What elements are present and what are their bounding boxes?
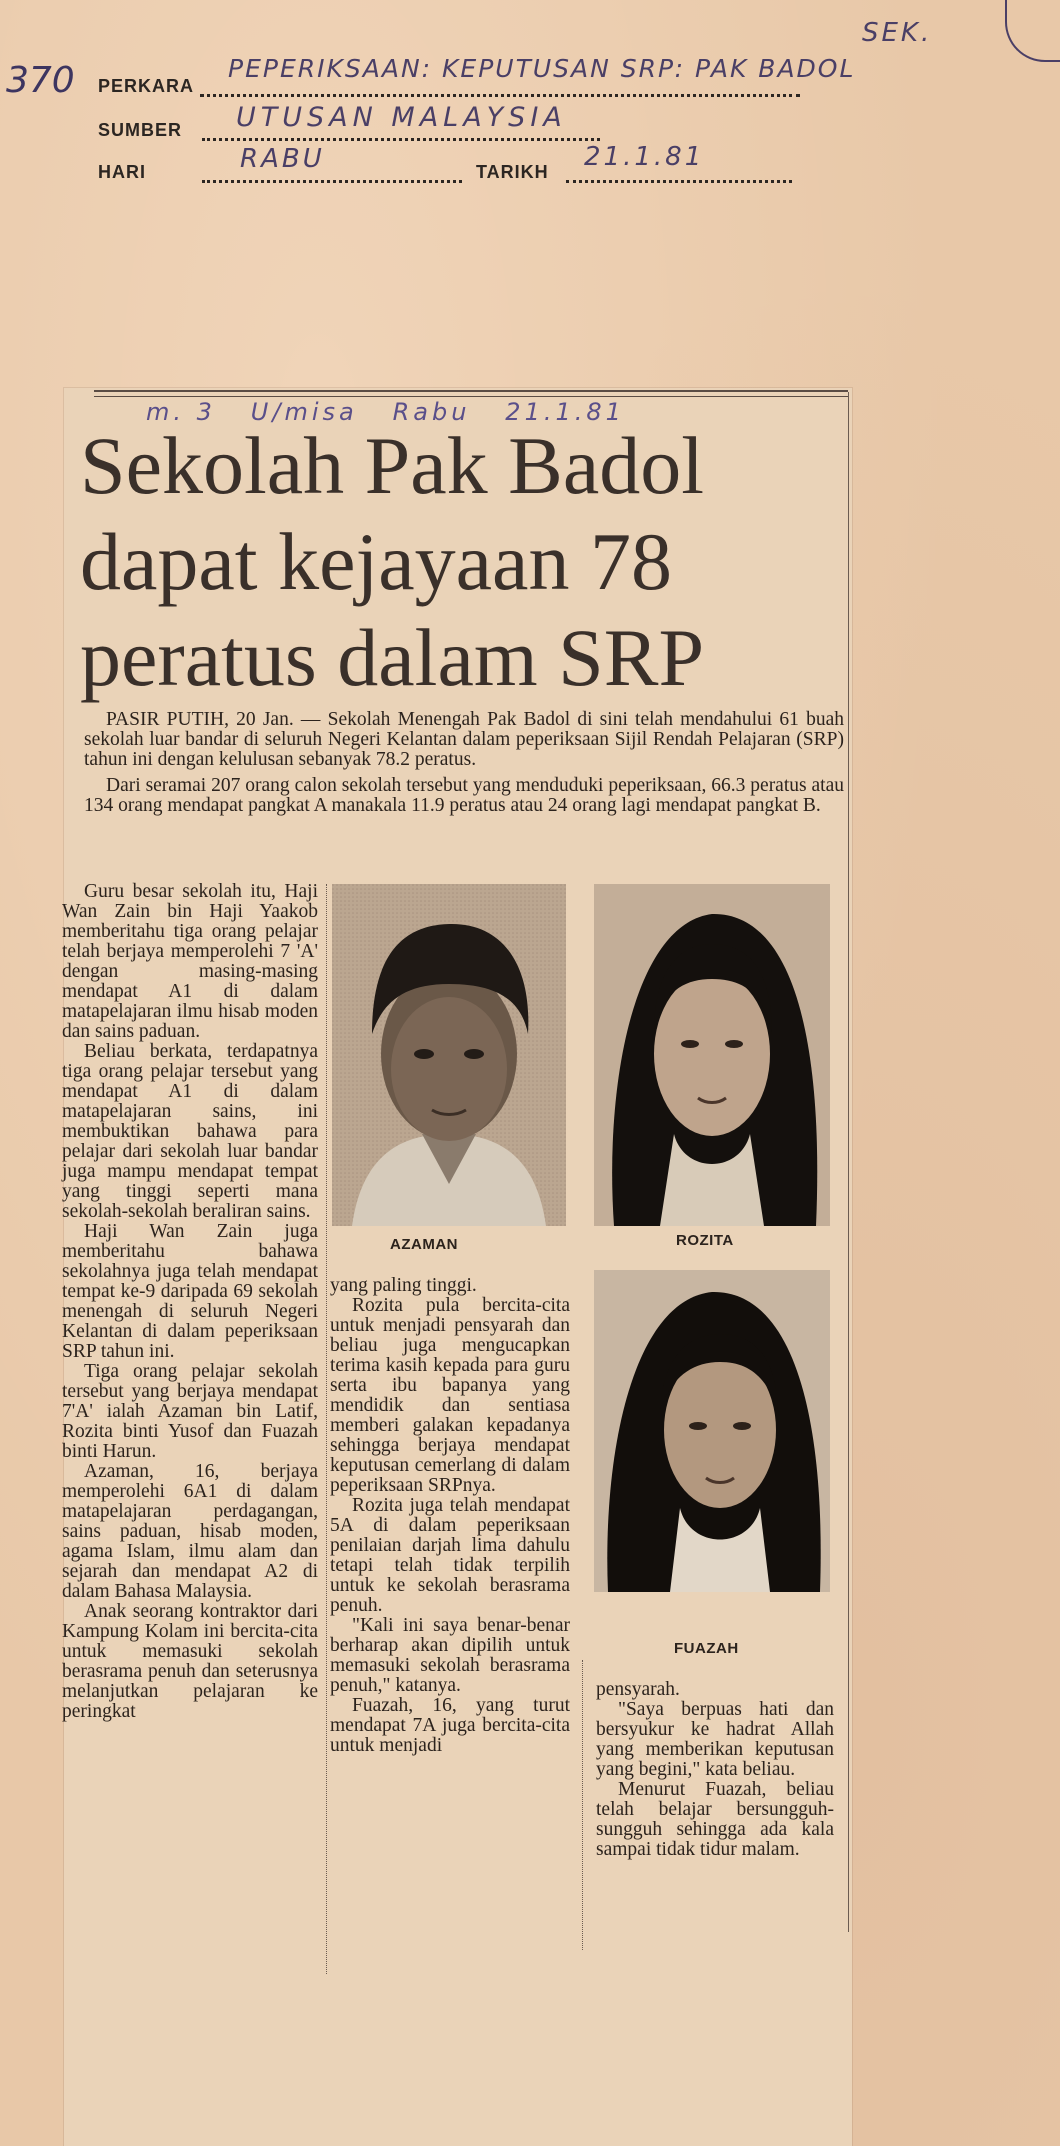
column-2 [330,1276,570,1756]
col3-paragraph: "Saya berpuas hati dan bersyukur ke hadrat Allah yang memberikan keputusan yang begini," kata beliau. [596,1699,834,1780]
col2-paragraph: Rozita juga telah mendapat 5A di dalam peperiksaan penilaian darjah lima dahulu tetapi telah tidak terpilih untuk ke sekolah berasrama penuh. [330,1495,570,1616]
col1-paragraph: Azaman, 16, berjaya memperolehi 6A1 di dalam matapelajaran perdagangan, sains paduan, hisab moden, agama Islam, ilmu alam dan sejarah dan mendapat A2 di dalam Bahasa Malaysia. [62,1461,318,1602]
lead-paragraph: PASIR PUTIH, 20 Jan. — Sekolah Menengah Pak Badol di sini telah mendahului 61 buah sekolah luar bandar di seluruh Negeri Kelantan dalam peperiksaan Sijil Rendah Pelajaran (SRP) tahun ini dengan kelulusan sebanyak 78.2 peratus. [84,709,844,770]
tarikh-label: TARIKH [476,162,549,182]
col1-paragraph: Beliau berkata, terdapatnya tiga orang pelajar tersebut yang mendapat A1 di dalam matapelajaran sains, ini membuktikan bahawa para pelajar dari sekolah luar bandar juga mampu mendapat tempat yang tinggi seperti mana sekolah-sekolah beraliran sains. [62,1041,318,1222]
portrait-icon [594,884,830,1226]
col1-paragraph: Haji Wan Zain juga memberitahu bahawa sekolahnya juga telah mendapat tempat ke-9 daripada 69 sekolah menengah di seluruh Negeri Kelantan di dalam peperiksaan SRP tahun ini. [62,1221,318,1362]
col3-paragraph: Menurut Fuazah, beliau telah belajar bersungguh-sungguh sehingga ada kala sampai tidak tidur malam. [596,1779,834,1860]
headline-line-1: Sekolah Pak Badol [80,420,705,511]
perkara-value: PEPERIKSAAN: KEPUTUSAN SRP: PAK BADOL [228,54,856,83]
tarikh-value: 21.1.81 [584,142,705,172]
page-number: 370 [6,60,75,101]
corner-note: SEK. [862,18,933,48]
sumber-value: UTUSAN MALAYSIA [236,102,567,133]
headline-line-2: dapat kejayaan 78 [80,516,672,607]
photo-fuazah [594,1270,830,1592]
col2-paragraph: Rozita pula bercita-cita untuk menjadi pensyarah dan beliau juga mengucapkan terima kasih kepada para guru serta ibu bapanya yang mendidik dan sentiasa memberi galakan kepadanya sehingga berjaya mendapat keputusan cemerlang di dalam peperiksaan SRPnya. [330,1295,570,1496]
portrait-icon [594,1270,830,1592]
col2-paragraph: yang paling tinggi. [330,1275,477,1296]
headline-line-3: peratus dalam SRP [80,612,705,703]
caption-fuazah: FUAZAH [674,1640,739,1657]
perkara-dots [200,94,800,97]
tarikh-dots [566,180,792,183]
col2-paragraph: "Kali ini saya benar-benar berharap akan dipilih untuk memasuki sekolah berasrama penuh," katanya. [330,1615,570,1696]
column-divider [582,1660,583,1950]
caption-azaman: AZAMAN [390,1236,458,1253]
col1-paragraph: Guru besar sekolah itu, Haji Wan Zain bin Haji Yaakob memberitahu tiga orang pelajar telah berjaya memperolehi 7 'A' dengan masing-masing mendapat A1 di dalam matapelajaran ilmu hisab moden dan sains paduan. [62,881,318,1042]
lead-paragraphs [84,710,844,822]
col3-paragraph: pensyarah. [596,1679,680,1700]
caption-rozita: ROZITA [676,1232,734,1249]
hari-dots [202,180,462,183]
col2-paragraph: Fuazah, 16, yang turut mendapat 7A juga bercita-cita untuk menjadi [330,1695,570,1756]
clipping-note: m. 3 U/misa Rabu 21.1.81 [146,398,625,426]
col1-paragraph: Anak seorang kontraktor dari Kampung Kolam ini bercita-cita untuk memasuki sekolah berasrama penuh dan seterusnya melanjutkan pelajaran ke peringkat [62,1601,318,1722]
photo-azaman [332,884,566,1226]
col1-paragraph: Tiga orang pelajar sekolah tersebut yang berjaya mendapat 7'A' ialah Azaman bin Latif, Rozita binti Yusof dan Fuazah binti Harun. [62,1361,318,1462]
column-3 [596,1680,834,1860]
hari-label: HARI [98,162,146,182]
headline [80,418,840,706]
sumber-label: SUMBER [98,120,183,140]
column-divider [326,884,327,1974]
corner-mark [1005,0,1060,62]
lead-paragraph: Dari seramai 207 orang calon sekolah tersebut yang menduduki peperiksaan, 66.3 peratus atau 134 orang mendapat pangkat A manakala 11.9 peratus atau 24 orang lagi mendapat pangkat B. [84,775,844,816]
portrait-icon [332,884,566,1226]
perkara-label: PERKARA [98,76,195,96]
top-rule [94,390,848,397]
sumber-dots [202,138,600,141]
column-1 [62,882,318,1722]
photo-rozita [594,884,830,1226]
hari-value: RABU [240,144,325,174]
right-rule [848,392,849,1932]
